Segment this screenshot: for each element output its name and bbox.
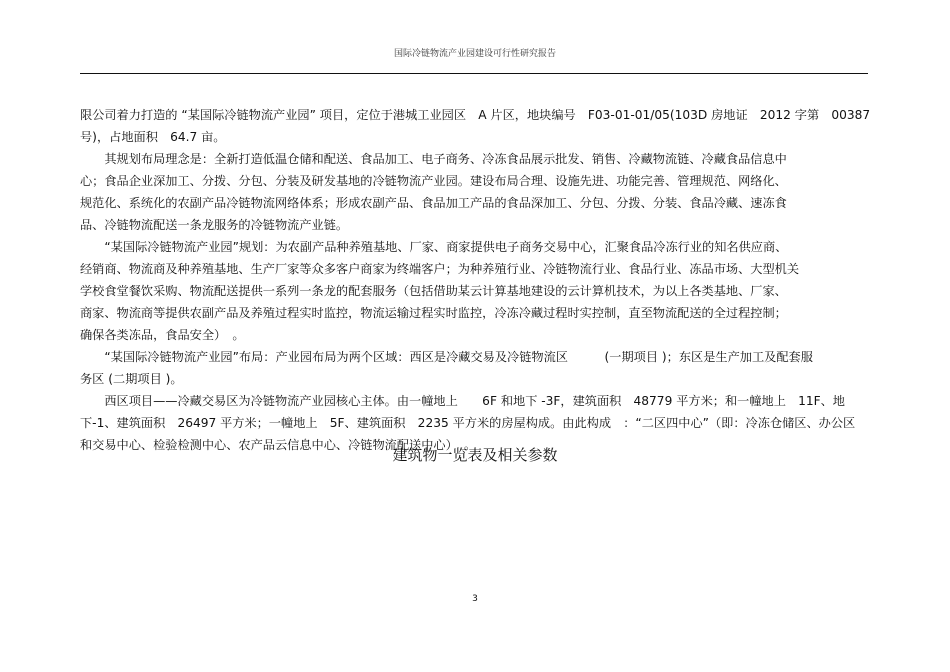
body-text (80, 104, 870, 456)
text-line: 品、冷链物流配送一条龙服务的冷链物流产业链。 (80, 218, 349, 232)
text-line: 其规划布局理念是：全新打造低温仓储和配送、食品加工、电子商务、冷冻食品展示批发、销售、冷藏物流链、冷藏食品信息中 (80, 152, 787, 166)
text-line: 商家、物流商等提供农副产品及养殖过程实时监控，物流运输过程实时监控，冷冻冷藏过程时实控制，直至物流配送的全过程控制； (80, 306, 787, 320)
text-line: 号)，占地面积 64.7 亩。 (80, 130, 226, 144)
text-line: 经销商、物流商及种养殖基地、生产厂家等众多客户商家为终端客户；为种养殖行业、冷链物流行业、食品行业、冻品市场、大型机关 (80, 262, 800, 276)
running-header: 国际冷链物流产业园建设可行性研究报告 (393, 49, 556, 59)
text-line: 限公司着力打造的 “某国际冷链物流产业园” 项目，定位于港城工业园区 A 片区，地块编号 F03-01-01/05(103D 房地证 2012 字第 00387 (80, 108, 870, 122)
text-line: “某国际冷链物流产业园”布局：产业园布局为两个区域：西区是冷藏交易及冷链物流区 (一期项目 )；东区是生产加工及配套服 (80, 350, 813, 364)
page-number: 3 (472, 594, 478, 604)
header-rule (80, 73, 868, 74)
text-line: 确保各类冻品，食品安全） 。 (80, 328, 245, 342)
text-line: 心；食品企业深加工、分拨、分包、分装及研发基地的冷链物流产业园。建设布局合理、设施先进、功能完善、管理规范、网络化、 (80, 174, 787, 188)
text-line: “某国际冷链物流产业园”规划：为农副产品种养殖基地、厂家、商家提供电子商务交易中心，汇聚食品冷冻行业的知名供应商、 (80, 240, 788, 254)
text-line: 学校食堂餐饮采购、物流配送提供一系列一条龙的配套服务（包括借助某云计算基地建设的云计算机技术，为以上各类基地、厂家、 (80, 284, 787, 298)
text-line: 务区 (二期项目 )。 (80, 372, 183, 386)
section-title: 建筑物一览表及相关参数 (392, 446, 558, 464)
text-line: 规范化、系统化的农副产品冷链物流网络体系；形成农副产品、食品加工产品的食品深加工、分包、分拨、分装、食品冷藏、速冻食 (80, 196, 787, 210)
text-line: 西区项目——冷藏交易区为冷链物流产业园核心主体。由一幢地上 6F 和地下 -3F，建筑面积 48779 平方米；和一幢地上 11F、地 (80, 394, 845, 408)
text-line: 和交易中心、检验检测中心、农产品云信息中心、冷链物流配送中心） 。 (80, 438, 477, 452)
text-line: 下-1、建筑面积 26497 平方米；一幢地上 5F、建筑面积 2235 平方米的房屋构成。由此构成 ：“二区四中心”（即：冷冻仓储区、办公区 (80, 416, 856, 430)
